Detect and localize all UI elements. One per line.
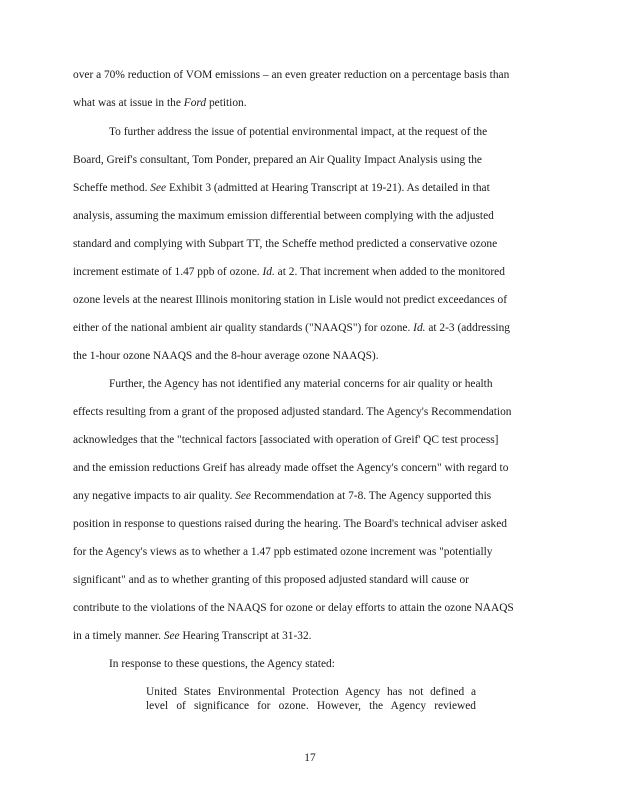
paragraph-3-line-8: significant" and as to whether granting of this proposed adjusted standard will cause or <box>73 574 469 586</box>
paragraph-3-line-5 <box>73 489 491 503</box>
text-run: any negative impacts to air quality. <box>73 490 236 502</box>
paragraph-2-line-4: analysis, assuming the maximum emission differential between complying with the adjusted <box>73 210 494 222</box>
text-run: Recommendation at 7-8. The Agency supported this <box>250 490 492 502</box>
paragraph-3-line-7: for the Agency's views as to whether a 1.47 ppb estimated ozone increment was "potentially <box>73 546 493 558</box>
paragraph-3-line-6: position in response to questions raised during the hearing. The Board's technical adviser asked <box>73 518 507 530</box>
paragraph-4-line-1: In response to these questions, the Agency stated: <box>109 658 335 670</box>
signal-italic: See <box>235 490 251 502</box>
paragraph-2-line-1: To further address the issue of potential environmental impact, at the request of the <box>109 126 488 138</box>
paragraph-1-line-1: over a 70% reduction of VOM emissions – an even greater reduction on a percentage basis than <box>73 69 510 81</box>
paragraph-3-line-10 <box>73 629 312 643</box>
signal-italic: See <box>163 630 180 642</box>
paragraph-3-line-2: effects resulting from a grant of the proposed adjusted standard. The Agency's Recommendation <box>73 406 512 418</box>
signal-italic: Id. <box>413 322 426 334</box>
paragraph-2-line-7: ozone levels at the nearest Illinois monitoring station in Lisle would not predict exceedances of <box>73 294 507 306</box>
signal-italic: Id. <box>262 266 275 278</box>
text-run: Exhibit 3 (admitted at Hearing Transcript at 19-21). As detailed in that <box>166 182 490 194</box>
block-quote-line-2: level of significance for ozone. However, the Agency reviewed <box>146 700 476 712</box>
text-run: Scheffe method. <box>73 182 151 194</box>
case-name-italic: Ford <box>183 97 207 109</box>
paragraph-3-line-1: Further, the Agency has not identified any material concerns for air quality or health <box>109 378 493 390</box>
paragraph-2-line-9: the 1-hour ozone NAAQS and the 8-hour average ozone NAAQS). <box>73 350 379 362</box>
text-run: petition. <box>206 97 247 109</box>
paragraph-2-line-2: Board, Greif's consultant, Tom Ponder, prepared an Air Quality Impact Analysis using the <box>73 154 482 166</box>
text-run: what was at issue in the <box>73 97 184 109</box>
block-quote-line-1: United States Environmental Protection Agency has not defined a <box>146 686 476 698</box>
text-run: either of the national ambient air quality standards ("NAAQS") for ozone. <box>73 322 414 334</box>
paragraph-2-line-6 <box>73 265 505 279</box>
text-run: at 2-3 (addressing <box>425 322 510 334</box>
text-run: at 2. That increment when added to the monitored <box>274 266 505 278</box>
paragraph-3-line-9: contribute to the violations of the NAAQS for ozone or delay efforts to attain the ozone NAAQS <box>73 602 514 614</box>
signal-italic: See <box>150 182 167 194</box>
text-run: Hearing Transcript at 31-32. <box>179 630 312 642</box>
paragraph-1-line-2 <box>73 96 247 110</box>
paragraph-2-line-8 <box>73 321 510 335</box>
paragraph-3-line-4: and the emission reductions Greif has already made offset the Agency's concern" with regard to <box>73 462 509 474</box>
paragraph-2-line-5: standard and complying with Subpart TT, the Scheffe method predicted a conservative ozone <box>73 238 498 250</box>
text-run: in a timely manner. <box>73 630 164 642</box>
paragraph-3-line-3: acknowledges that the "technical factors [associated with operation of Greif' QC test process] <box>73 434 499 446</box>
page-number: 17 <box>304 752 316 764</box>
text-run: increment estimate of 1.47 ppb of ozone. <box>73 266 263 278</box>
paragraph-2-line-3 <box>73 181 490 195</box>
